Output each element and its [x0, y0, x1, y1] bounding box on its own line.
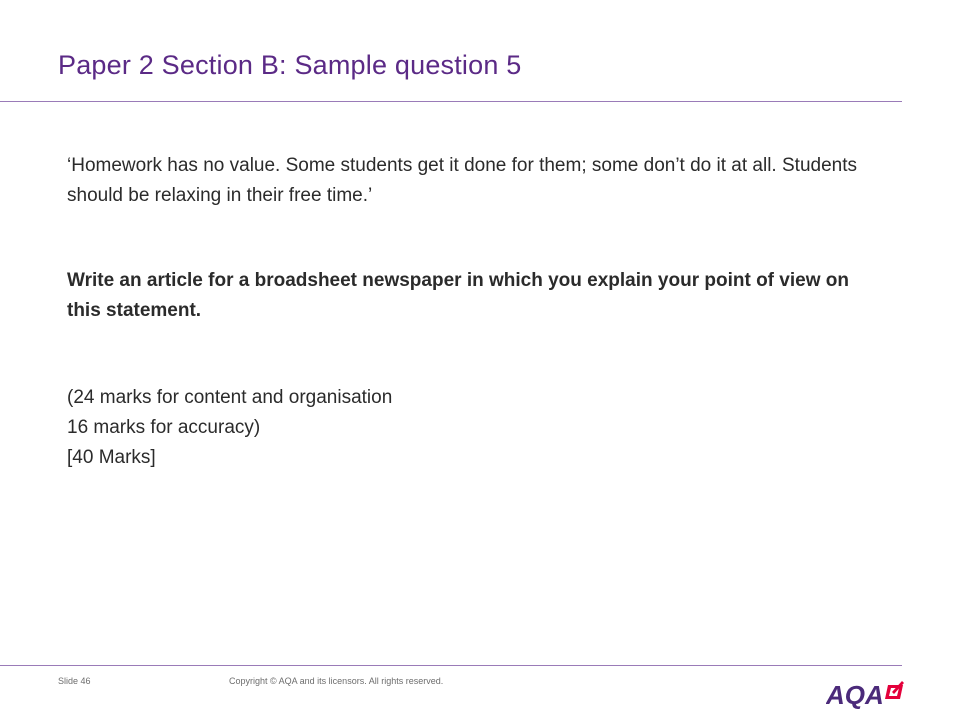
marks-line-total: [40 Marks]: [67, 447, 156, 468]
aqa-logo-mark: [885, 681, 904, 699]
title-divider: [0, 101, 902, 102]
quote-text: ‘Homework has no value. Some students get it done for them; some don’t do it at all. Students should be relaxing in their free time.’: [67, 155, 857, 206]
marks-block: [67, 383, 857, 473]
footer-divider: [0, 665, 902, 666]
marks-line-content: (24 marks for content and organisation: [67, 387, 393, 408]
aqa-logo-text: AQA: [826, 680, 884, 709]
task-text: Write an article for a broadsheet newspaper in which you explain your point of view on this statement.: [67, 270, 849, 321]
slide-number: Slide 46: [58, 676, 91, 686]
slide-title: Paper 2 Section B: Sample question 5: [58, 50, 522, 80]
aqa-logo: [826, 677, 906, 709]
marks-line-accuracy: 16 marks for accuracy): [67, 417, 261, 438]
copyright-notice: Copyright © AQA and its licensors. All rights reserved.: [229, 676, 444, 686]
